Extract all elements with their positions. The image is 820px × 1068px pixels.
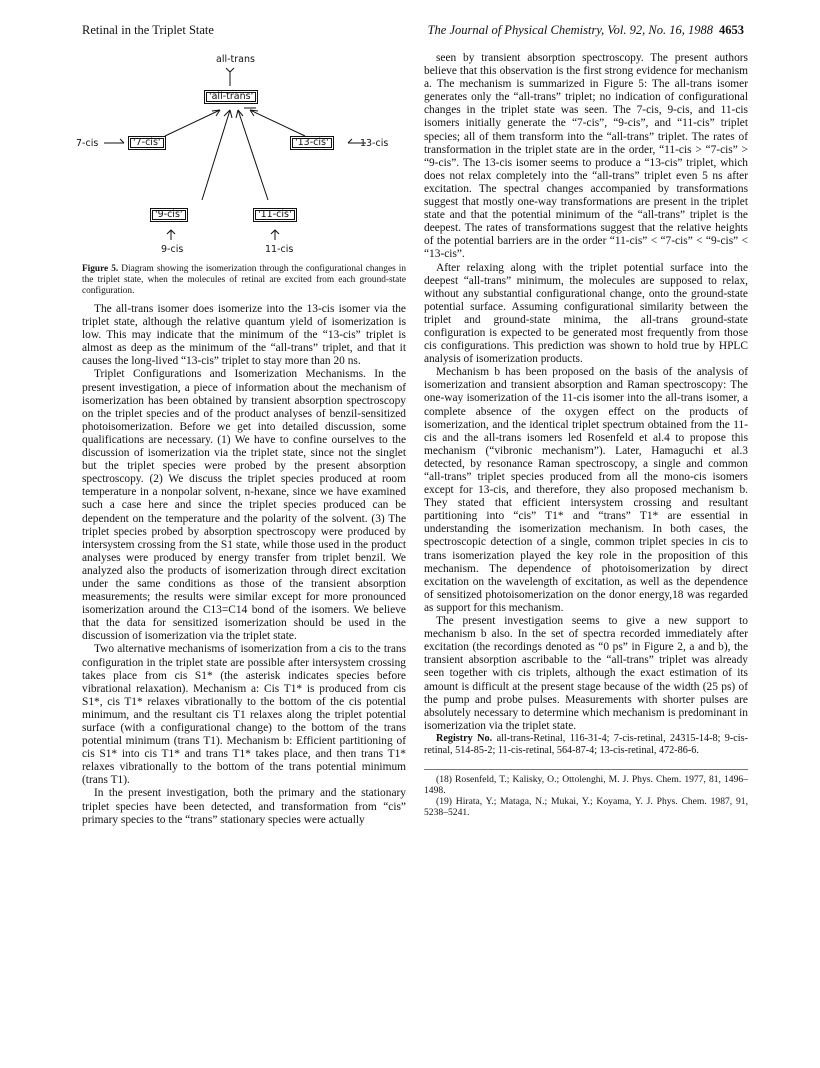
- journal-citation: The Journal of Physical Chemistry, Vol. 92, No. 16, 1988: [427, 23, 713, 37]
- paragraph: In the present investigation, both the primary and the stationary triplet species have been detected, and transformation from “cis” primary species to the “trans” stationary species were actually: [82, 787, 406, 826]
- running-head-title: Retinal in the Triplet State: [82, 23, 214, 37]
- arrow-11cis: [271, 230, 279, 240]
- label-13-cis: 13-cis: [360, 138, 389, 149]
- left-column: [82, 303, 406, 827]
- diagram-arrows: [70, 50, 410, 260]
- label-all-trans: all-trans: [216, 54, 255, 65]
- box-11-cis-triplet: '11-cis': [253, 208, 297, 222]
- label-7-cis: 7-cis: [76, 138, 99, 149]
- paragraph: The all-trans isomer does isomerize into the 13-cis isomer via the triplet state, although the relative quantum yield of isomerization is low. This may indicate that the minimum of the “13-cis” triplet is almost as deep as the minimum of the “all-trans” triplet, and that it causes the long-lived “13-cis” triplet to stay more than 20 ns.: [82, 303, 406, 368]
- box-all-trans-triplet: 'all-trans': [204, 90, 258, 104]
- paragraph: Mechanism b has been proposed on the basis of the analysis of isomerization and transient absorption and Raman spectroscopy: The one-way isomerization of the 11-cis isomer into the all-trans isomer, a complete absence of the oxygen effect on the products of isomerization, and the identical triplet spectrum obtained from the 11-cis and the all-trans isomers led Rosenfeld et al.4 to propose this mechanism (“vibronic mechanism”). Later, Hamaguchi et al.3 detected, by resonance Raman spectroscopy, a single and common “all-trans” triplet species produced from all the mono-cis isomers except for 13-cis, and therefore, they also proposed mechanism b. They stated that efficient intersystem crossing and resultant partitioning into “cis” T1* and “trans” T1* are essential in understanding the isomerization mechanism. In both cases, the spectroscopic detection of a single, common triplet species in cis to trans isomerization played the key role in the proposition of this mechanism. The dependence of photoisomerization by direct excitation on the wavelength of excitation, as well as the dependence of sensitized photoisomerization on the donor energy,18 was regarded as support for this mechanism.: [424, 366, 748, 614]
- paragraph: After relaxing along with the triplet potential surface into the deepest “all-trans” minimum, the molecules are supposed to relax, without any substantial configurational change, onto the ground-state potential surface. Assuming configurational similarity between the triplet and ground-state minima, the all-trans ground-state configuration is expected to be generated most frequently from those cis configurations. This prediction was shown to hold true by HPLC analysis of isomerization products.: [424, 261, 748, 366]
- paragraph: seen by transient absorption spectroscopy. The present authors believe that this observation is the first strong evidence for mechanism a. The mechanism is summarized in Figure 5: The all-trans isomer generates only the “all-trans” triplet; no indication of configurational changes in the triplet state was seen. The 7-cis, 9-cis, and 11-cis isomers initially generate the “7-cis”, “9-cis”, and “11-cis” triplet species; all of them transform into the “all-trans” triplet. The rates of transformation in the triplet state are in the order, “11-cis > “7-cis” > “9-cis”. The 13-cis isomer seems to produce a “13-cis” triplet, which does not relax completely into the “all-trans” triplet even 5 ns after excitation. The spectral changes accompanied by transformations suggest that mostly one-way transformations are present in the triplet state and that the potential minimum of the “all-trans” triplet is the deepest. The rates of transformations suggest that the relative heights of the potential barriers are in the order “11-cis” < “7-cis” < “9-cis” < “13-cis”.: [424, 52, 748, 261]
- arrow-top: [226, 68, 234, 86]
- arrow-line-7cis: [165, 110, 220, 136]
- registry-numbers: [424, 733, 748, 757]
- figure-5-diagram: [70, 50, 410, 260]
- paragraph: Two alternative mechanisms of isomerization from a cis to the trans configuration in the triplet state are possible after intersystem crossing takes place from cis S1* (the asterisk indicates species before vibrational relaxation). Mechanism a: Cis T1* is produced from cis S1*, cis T1* relaxes vibrationally to the bottom of the cis potential minimum, and the resultant cis T1 relaxes along the triplet potential surface (with a configurational change) to the bottom of the trans potential minimum (trans T1). Mechanism b: Efficient partitioning of cis S1* into cis T1* and trans T1* takes place, and then trans T1* relaxes vibrationally to the bottom of the trans potential minimum (trans T1).: [82, 643, 406, 787]
- paragraph: Triplet Configurations and Isomerization Mechanisms. In the present investigation, a piece of information about the mechanism of isomerization has been obtained by transient absorption spectroscopy on the triplet species and of the product analyses of benzil-sensitized photoisomerization. Before we get into detailed discussion, some qualifications are necessary. (1) We have to confine ourselves to the discussion of isomerization via the triplet state, since not the singlet but the triplet species were probed by the present absorption spectroscopy. (2) We discuss the triplet species produced at room temperature in a nonpolar solvent, n-hexane, since we have examined such a case here and since the triplet species produced can be dependent on the temperature and the polarity of the solvent. (3) The triplet species probed by absorption spectroscopy were produced by intersystem crossing from the S1 state, while those used in the product analyses were produced by energy transfer from triplet benzil. We analyzed also the products of isomerization through direct excitation under the same conditions as those of the transient absorption measurements; the results were similar except for more pronounced isomerization around the C13=C14 bond of the isomers. We believe that the data for sensitized isomerization should be used in the discussion of isomerization via the triplet state.: [82, 368, 406, 643]
- label-9-cis: 9-cis: [161, 244, 184, 255]
- arrow-7cis-left: [104, 139, 124, 143]
- registry-label: Registry No.: [436, 732, 493, 744]
- page-number: 4653: [719, 23, 744, 37]
- box-9-cis-triplet: '9-cis': [150, 208, 188, 222]
- caption-text: Diagram showing the isomerization through the configurational changes in the triplet state, when the molecules of retinal are excited from each ground-state configuration.: [82, 264, 406, 296]
- paragraph: The present investigation seems to give a new support to mechanism b also. In the set of spectra recorded immediately after excitation (the recordings denoted as “0 ps” in Figure 2, a and b), the transient absorption ascribable to the “all-trans” triplet was already seen together with cis triplets, although the exact estimation of its amount is difficult at the present stage because of the width (25 ps) of the pump and probe pulses. Measurements with shorter pulses are absolutely necessary to determine which mechanism is predominant in isomerization via the triplet state.: [424, 615, 748, 732]
- reference-18: (18) Rosenfeld, T.; Kalisky, O.; Ottolenghi, M. J. Phys. Chem. 1977, 81, 1496–1498.: [424, 773, 748, 797]
- box-7-cis-triplet: '7-cis': [128, 136, 166, 150]
- reference-19: (19) Hirata, Y.; Mataga, N.; Mukai, Y.; Koyama, Y. J. Phys. Chem. 1987, 91, 5238–5241.: [424, 796, 748, 819]
- arrow-line-11cis: [238, 110, 268, 200]
- right-column: [424, 52, 748, 819]
- registry-text: all-trans-Retinal, 116-31-4; 7-cis-retinal, 24315-14-8; 9-cis-retinal, 514-85-2; 11-cis-retinal, 564-87-4; 13-cis-retinal, 472-86-6.: [424, 732, 748, 756]
- running-head-journal: [414, 22, 744, 38]
- references: [424, 769, 748, 819]
- arrow-line-13cis: [250, 110, 305, 136]
- caption-label: Figure 5.: [82, 264, 119, 274]
- arrow-line-9cis: [202, 110, 230, 200]
- arrow-9cis: [167, 230, 175, 240]
- box-13-cis-triplet: '13-cis': [290, 136, 334, 150]
- figure-caption: [82, 264, 406, 296]
- label-11-cis: 11-cis: [265, 244, 294, 255]
